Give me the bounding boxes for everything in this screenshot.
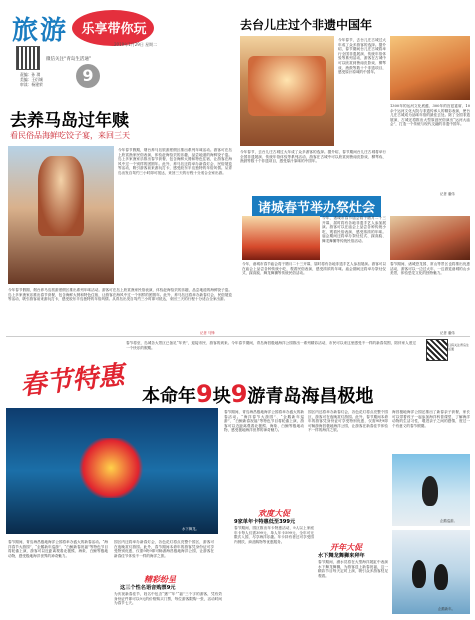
headline-part-1: 本命年: [142, 386, 196, 407]
haichang-body-col3: 海昌极地海洋公园还推出了新春亲子套餐，家长可以带着孩子一起参加海洋科普课堂，了解海洋动物的生活习性，增进亲子之间的感情，度过一个有意义的春节假期。: [392, 410, 470, 428]
credit-line-1: 责编：孙 琪: [20, 72, 41, 77]
zhucheng-body-left: 今年，诸城市春节庙会将于腊月二十三开幕，届时将有各地非遗手艺人参加展演。游客可以在庙会上品尝各种传统小吃，观看民俗表演，感受浓浓的年味。庙会期间还将举办祭灶仪式、踩高跷、舞龙舞狮等传统民俗活动。: [322, 216, 386, 243]
photo1-caption: 水下舞龙。: [182, 527, 199, 531]
headline-number-1: 9: [196, 380, 213, 408]
haichang-kicker: 春节特惠: [18, 360, 126, 402]
zhucheng-body-main: 今年，诸城市春节庙会将于腊月二十三开幕，届时将有各地非遗手艺人参加展演。游客可以在庙会上品尝各种传统小吃，观看民俗表演，感受浓浓的年味。庙会期间还将举办祭灶仪式、踩高跷、舞龙舞狮等传统民俗活动。: [242, 262, 386, 276]
haichang-body-col2: 园区内还将举办新春灯会，各色花灯将点亮整个园区，游客可在夜晚赏灯游园。此外，春节期间本命年的游客凭身份证可享受特别优惠，仅需9块9即可畅游海昌极地海洋公园，让游客在新春佳节体验不一样的海洋之旅。: [308, 410, 388, 433]
mazu-body-bottom: 今年春节假期，烟台养马岛旅游度假区推出系列年味活动。游客可在岛上欣赏渔家民俗表演，体验赶海拾贝的乐趣，品尝地道的海鲜饺子宴。岛上多家渔家乐推出春节套餐，包含海鲜大餐和特色住宿，让游客在海风中过一个别样的团圆年。此外，养马岛还将举办新春灯会、民俗展览等活动，吸引游客前来游玩打卡，感受胶东半岛独特的年俗风情。从青岛出发自驾约三小时即可抵达，来回三天的行程十分适合全家出游。: [8, 288, 232, 302]
mazu-headline: 去养马岛过年赎: [10, 111, 129, 131]
masthead: [6, 6, 236, 91]
haichang-body-col1: 春节期间，青岛海昌极地海洋公园将举办盛大的新春活动。“海洋春节大游园”、“企鹅新年巡游”、“白鲸新春祝福”等特色节目将轮番上演，游客可以近距离观看北极熊、海象、白鲸等极地动物，感受极地海洋世界的神奇魅力。: [224, 410, 304, 433]
zhucheng-headline: 诸城春节举办祭灶会: [252, 196, 381, 217]
taiwan-photo-right: [390, 36, 470, 100]
mazu-subtitle: 看民俗品海鲜吃饺子宴，来回三天: [10, 131, 130, 140]
taiwan-headline: 去台儿庄过个非遗中国年: [240, 18, 373, 32]
taiwan-body-right: 1300年的运河文化底蕴、300年的宫廷宴席、10余个运河文化大院与非遗传承人的精彩表演，使台儿庄古城成为品味年俗的最佳去处。除了全国非遗展演，古城还将推出大型原创民俗演出“运河大庙会”，打造一个传统与现代交融的非遗中国年。: [390, 104, 470, 127]
zhucheng-photo: [242, 216, 320, 260]
qr-code: [16, 46, 40, 70]
headline-number-2: 9: [230, 380, 248, 408]
sub2-subheading: 这三个性名语音购票9元: [120, 585, 176, 591]
section-badge: [72, 8, 154, 46]
sub1-heading: 欢度大促: [258, 509, 290, 518]
credit-line-2: 美编：王衍城: [20, 77, 43, 82]
taiwan-body-bottom: 今年春节，去台儿庄古城过大年成了众多游客的选择。据介绍，春节期间台儿庄古城将举行全国非遗展演、传统年俗体验等系列活动，游客在古城中可以欣赏到鲁南皮影戏、柳琴戏、渔鼓等数十个非遗项目，感受原汁原味的中国年。: [240, 150, 386, 164]
mazu-photo: [8, 146, 114, 284]
taiwan-body-left: 今年春节，去台儿庄古城过大年成了众多游客的选择。据介绍，春节期间台儿庄古城将举行全国非遗展演、传统年俗体验等系列活动，游客在古城中可以欣赏到鲁南皮影戏、柳琴戏、渔鼓等数十个非遗项目，感受原汁原味的中国年。: [338, 38, 386, 75]
haichang-headline: [142, 380, 373, 408]
haichang-body-bottom-left: 春节期间，青岛海昌极地海洋公园将举办盛大的新春活动。“海洋春节大游园”、“企鹅新年巡游”、“白鲸新春祝福”等特色节目将轮番上演，游客可以近距离观看北极熊、海象、白鲸等极地动物，感受极地海洋世界的神奇魅力。: [8, 540, 108, 558]
headline-part-3: 游青岛海昌极地: [247, 386, 374, 407]
issue-date: 2019年1月29日 星期二: [114, 42, 158, 47]
haichang-penguin-photo-2: [392, 530, 470, 614]
section-title: 旅游: [12, 16, 69, 46]
page-number-badge: 9: [76, 64, 100, 88]
credit-line-3: 审读：杨建荣: [20, 82, 43, 87]
photo2-caption: 企鹅巡游。: [440, 519, 457, 523]
notice-qr-caption: 扫码关注青岛生活通: [448, 343, 470, 351]
sub1-body: 春节期间，园区推出年卡特惠活动，9人以上家庭年卡每人仅需399元，单人年卡599元，全年可无限次入园，尽享海洋乐趣。年卡持有者还可享受园内餐饮、商品购物等优惠服务。: [234, 526, 314, 544]
sub2-heading: 精彩纷呈: [144, 575, 176, 584]
zhucheng-body-right: 春节期间，诸城恐龙园、常山等景区也将推出优惠活动，游客可以一边过大年，一边游览诸城的山水美景，体验恐龙文化的独特魅力。: [390, 262, 470, 276]
badge-text: 乐享带你玩: [81, 22, 147, 37]
haichang-penguin-photo: [392, 454, 470, 526]
mazu-caption: 记者 马锋: [200, 331, 215, 335]
tagline: 微信关注“青岛生活通”: [46, 57, 92, 62]
notice-text: 春节将至，岛城各大景区已备足“年货”，迎接市民、游客的到来。今年春节期间，青岛海昌极地海洋公园推出一系列精彩活动，市民可以来这里感受不一样的新春氛围，陪伴家人度过一个快乐的假期。: [126, 341, 416, 350]
zhucheng-caption: 记者 潘伟: [440, 331, 455, 335]
mazu-body: 今年春节假期，烟台养马岛旅游度假区推出系列年味活动。游客可在岛上欣赏渔家民俗表演，体验赶海拾贝的乐趣，品尝地道的海鲜饺子宴。岛上多家渔家乐推出春节套餐，包含海鲜大餐和特色住宿，让游客在海风中过一个别样的团圆年。此外，养马岛还将举办新春灯会、民俗展览等活动，吸引游客前来游玩打卡，感受胶东半岛独特的年俗风情。从青岛出发自驾约三小时即可抵达，来回三天的行程十分适合全家出游。: [118, 148, 232, 175]
sub2-body: 为庆祝新春佳节，姓名中包含“猪”“年”“福”三个字的游客，凭有效身份证件即可以9元的价格购买门票，每位游客限购一张，活动时间为春节七天。: [114, 592, 222, 606]
zhucheng-photo-right: [390, 216, 470, 260]
sub3-body: 春节期间，潜水员将在大型海洋展缸中表演水下舞龙舞狮，为游客送上新春祝福，这一精彩节目每天定时上演，吸引众多游客驻足观看。: [318, 560, 388, 578]
notice-qr-code: [426, 339, 448, 361]
headline-part-2: 块: [212, 386, 231, 407]
haichang-body-bottom-left2: 园区内还将举办新春灯会，各色花灯将点亮整个园区，游客可在夜晚赏灯游园。此外，春节期间本命年的游客凭身份证可享受特别优惠，仅需9块9即可畅游海昌极地海洋公园，让游客在新春佳节体验不一样的海洋之旅。: [114, 540, 214, 558]
sub3-heading: 开年大促: [330, 543, 362, 552]
sub3-subheading: 水下舞龙舞狮来拜年: [318, 553, 365, 559]
haichang-main-photo: [6, 408, 218, 534]
taiwan-caption: 记者 潘伟: [440, 192, 455, 196]
taiwan-photo: [240, 36, 334, 146]
photo3-caption: 企鹅新年。: [438, 607, 455, 611]
sub1-subheading: 9家单年卡特惠低至399元: [234, 519, 296, 525]
